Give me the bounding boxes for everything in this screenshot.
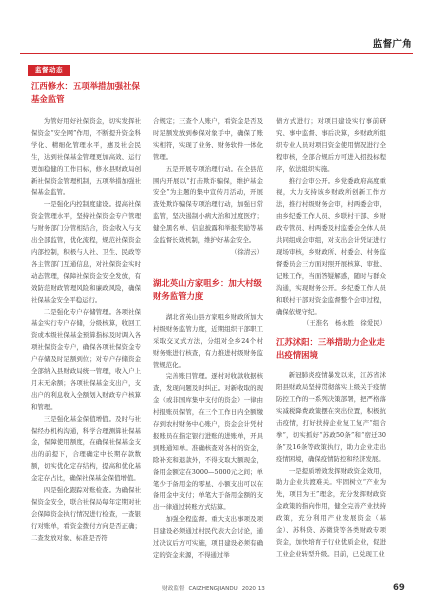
article-2-paragraph: 推行会审公开。乡党委政府高度重视，大力支持该乡财政所创新工作方法，推行村级财务会审，村两委会审，由乡纪委工作人员、乡联村干部、乡财政专管员、村两委及村监委会全体人员共同组成会审组，对支出会计凭证进行现场审核，乡财政所、村委会、村务监督委员会三方面对照开展核算、审批、记账工作，当面答疑解惑，随时与群众沟通，实现财务公开。乡纪委工作人员和联村干部对资金监督整个会审过程，确保依规守纪。 xyxy=(276,176,386,316)
issue-number: 2020 13 xyxy=(241,586,265,592)
section-title: 监督广角 xyxy=(372,39,412,50)
article-1-byline: （徐清云） xyxy=(231,247,263,256)
article-2-byline: （王淮名 杨永胜 徐爱民） xyxy=(302,319,386,328)
article-2-paragraph-continued: 债方式进行；对项目建设实行事前研究、事中监督、事后决算，乡财政所组织专业人员对项目资金使用情况进行全程审核，全部合规后方可进入招投标程序，依法组织实施。 xyxy=(276,117,386,173)
page-number: 69 xyxy=(393,583,405,593)
article-1-paragraph: 四是强化跟踪对账检查。为确保社保资金安全，联合社保局每年定期对社会保障资金执行情况进行检查，一查银行对账单，看资金拨付方向是否正确；二查发放对象、标准是否符 xyxy=(31,486,141,542)
article-2-paragraph: 湖北省英山县方家咀乡财政所加大村级财务监管力度，近期组织干部职工采取交叉式方法，分组对全乡24个村财务账进行核查，有力推进村级财务监管规范化。 xyxy=(153,312,263,369)
magazine-pinyin: CAIZHENGJIANDU xyxy=(188,586,238,592)
article-2-title: 湖北英山方家咀乡：加大村级财务监管力度 xyxy=(153,277,262,301)
article-2-paragraph: 加强全程监督。重大支出事项及项目建设必须通过村民代表大会讨论，通过决议后方可实施，项目建设必须有确定的资金来源，不得通过举 xyxy=(153,515,263,559)
column-3 xyxy=(276,116,386,582)
column-tag: 监督动态 xyxy=(28,65,70,76)
article-1-paragraph: 一是强化内控制度建设。提高社保资金管理水平，坚持社保资金专户管理与财务部门分管相结合，资金收入与支出全部监管，优化流程，规范社保资金内部控制，积极与人社、卫生、民政等各主管部门互通信息，对社保资金实时动态管理，保障社保资金安全发放，有效防范财政管理风险和廉政风险，确保社保基金安全平稳运行。 xyxy=(31,200,141,304)
header-rule xyxy=(20,53,413,54)
column-1 xyxy=(31,80,141,582)
magazine-name: 财政监督 xyxy=(162,586,185,592)
article-1-paragraph: 五是开展专项治理行动。在全县范围内开展以“打击欺诈骗保，维护基金安全”为主题的集中宣传月活动，开展查处欺诈骗保专项治理行动，加强日常监管，坚决遏制小病大治和过度医疗；健全黑名单、信息披露和举报奖励等基金监督长效机制，维护好基金安全。 xyxy=(153,164,263,245)
article-1-paragraph: 三是强化基金保值增值。及时与社保经办机构沟通，科学合理测算社保基金，保障使用额度，在确保社保基金支出的前提下，合理确定中长期存款数额，切实优化定存结构，提高和优化基金定存占比，确保社保基金保值增值。 xyxy=(31,414,141,483)
article-2-paragraph: 完善账目管理。逐村对收款收据核查，发现问题及时纠正。对新收取的现金（或非国库集中支付的资金）一律由村报账员保管，在三个工作日内全额缴存到农村财务中心账户，资金会计凭村报账员在指定银行进账的进账单，开具到账通知单。准确核查对各村的资金，除补充和退款外，不得支取大额现金，备用金额定在3000—5000元之间；单笔少于备用金的零星、小额支出可以在备用金中支付；单笔大于备用金额的支出一律通过转账方式结算。 xyxy=(153,372,263,512)
article-1-paragraph-continued: 合规定；三查个人账户，看资金是否及时足额发放到参保对象手中，确保了账实相符，实现了业务、财务软件一体化管理。 xyxy=(153,117,263,161)
page-footer xyxy=(0,585,427,594)
column-2 xyxy=(153,116,263,582)
article-1-paragraph: 二是强化专户存储管理。各项社保基金实行专户存储，分级核算，收回工资或本级社保基金预算指标及时调入各项社保资金专户，确保各项社保资金专户存储及时足额到位；对专户存储资金全部纳入县财政局统一管理，收入户上月末无余额；各项社保基金支出户，支出户的利息收入全额划入财政专户核算和管理。 xyxy=(31,307,141,411)
article-3-paragraph: 新冠肺炎疫情暴发以来，江苏省沭阳县财政局坚持贯彻落实上级关于疫情防控工作的一系列决策部署，把严格落实减税降费政策摆在突出位置，积极抗击疫情，打好扶持企业复工复产“组合拳”，切实抓好“苏政50条”和“宿迁30条”及16条等政策执行，助力企业走出疫情困境，确保疫情防控和经济发展。 xyxy=(276,371,386,463)
article-3-paragraph: 一是提质增效发挥财政资金效用，助力企业共渡难关。牢固树立“产业为先，项目为王”理念，充分发挥财政资金政策的指向作用，健全完善产业扶持政策，充分利用产业发展资金（基金）、苏科贷、苏微贷等各类财政专项资金，加快培育子行业优质企业，促进工业企业转型升级。目前，已兑现工业 xyxy=(276,466,386,558)
article-3-title: 江苏沭阳：三举措助力企业走出疫情困境 xyxy=(276,337,385,361)
article-1-title: 江西修水：五项举措加强社保基金监管 xyxy=(31,81,140,104)
article-1-paragraph: 为管好用好社保资金，切实发挥社保资金“安全网”作用，不断提升资金科学化、精细化管理水平，惠及社会民生，达到社保基金管理更加高效、运行更加稳健的工作目标，修水县财政局创新社保资金管理机制，五项举措加强社保基金监管。 xyxy=(31,117,141,197)
